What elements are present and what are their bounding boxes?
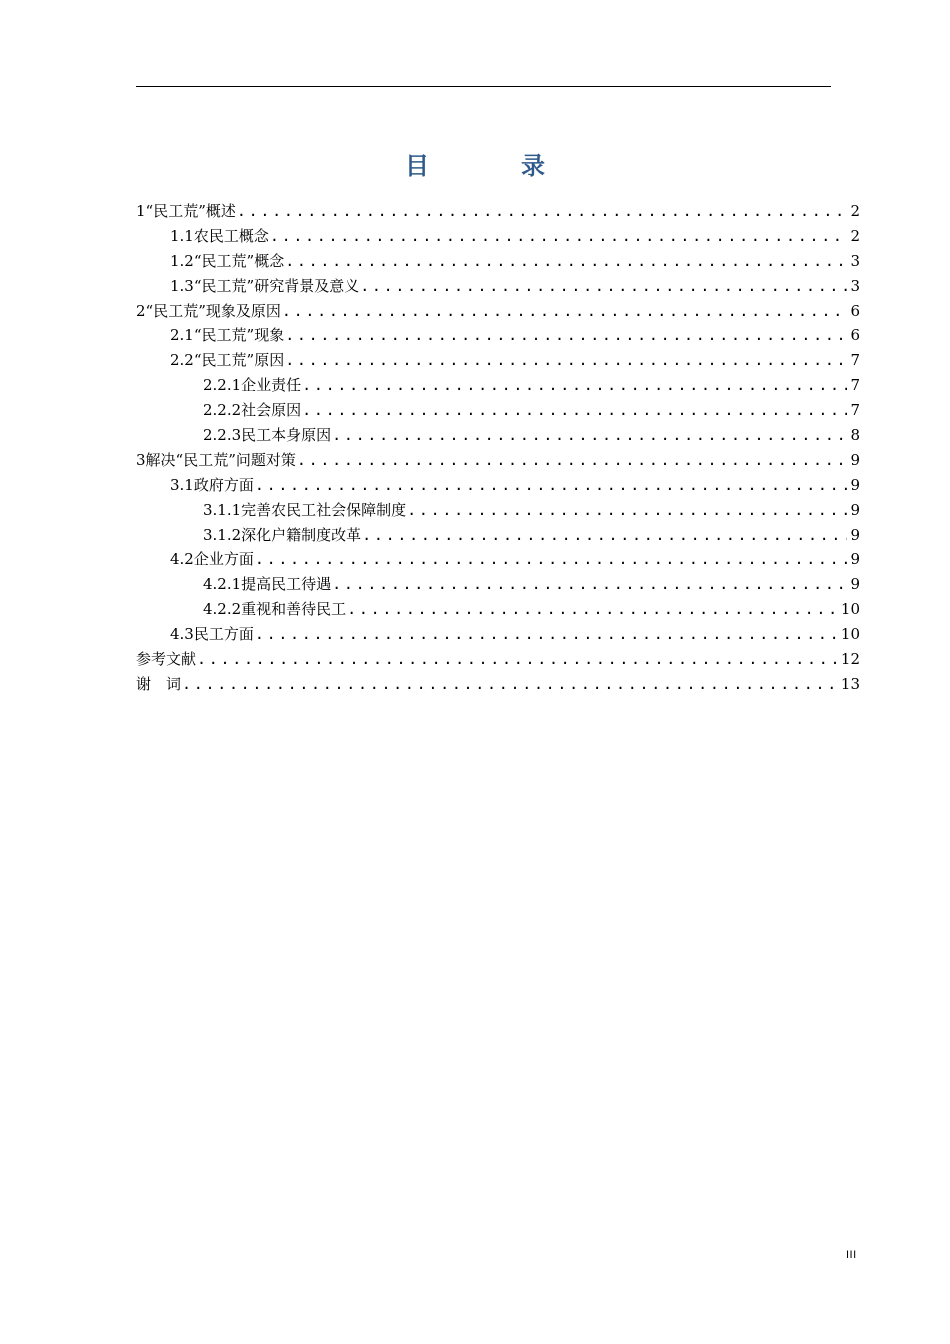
toc-entry-page: 2 [850,226,860,245]
toc-entry[interactable] [136,572,860,597]
toc-entry-label: 4.2.1提高民工待遇 [203,575,332,594]
toc-dot-leader [255,547,848,572]
toc-dot-leader [347,597,838,622]
toc-dot-leader [332,572,847,597]
toc-dot-leader [285,249,847,274]
toc-dot-leader [302,373,847,398]
toc-entry-page: 7 [850,376,860,395]
toc-entry[interactable] [136,547,860,572]
toc-dot-leader [302,398,847,423]
toc-dot-leader [297,448,848,473]
toc-entry-page: 8 [850,426,860,445]
toc-dot-leader [255,473,848,498]
toc-entry[interactable] [136,523,860,548]
toc-dot-leader [407,498,847,523]
toc-entry-label: 谢 词 [136,674,182,693]
toc-entry-page: 7 [850,401,860,420]
toc-entry-label: 4.2.2重视和善待民工 [203,600,347,619]
toc-entry[interactable] [136,224,860,249]
toc-entry-label: 2.2.1企业责任 [203,376,302,395]
page-number: III [846,1249,857,1261]
toc-entry-label: 4.2企业方面 [170,550,254,569]
toc-dot-leader [237,199,848,224]
toc-entry-page: 7 [850,351,860,370]
toc-entry-page: 10 [840,600,860,619]
toc-entry[interactable] [136,348,860,373]
toc-entry-label: 3解决“民工荒”问题对策 [136,450,296,469]
toc-dot-leader [255,622,838,647]
toc-entry-label: 1.1农民工概念 [170,226,269,245]
toc-entry-page: 9 [850,475,860,494]
toc-entry[interactable] [136,299,860,324]
toc-entry-page: 3 [850,251,860,270]
toc-entry-page: 2 [850,202,860,220]
toc-entry-label: 1.3“民工荒”研究背景及意义 [170,276,360,295]
toc-entry-label: 1“民工荒”概述 [136,202,236,220]
toc-entry-label: 1.2“民工荒”概念 [170,251,285,270]
toc-dot-leader [270,224,848,249]
toc-list [136,199,860,697]
toc-entry-page: 3 [850,276,860,295]
toc-title: 目 录 [405,151,579,180]
toc-dot-leader [285,348,847,373]
toc-entry-page: 13 [840,674,860,693]
toc-entry-label: 2.1“民工荒”现象 [170,326,285,345]
toc-entry[interactable] [136,622,860,647]
toc-dot-leader [360,274,847,299]
toc-entry[interactable] [136,423,860,448]
toc-entry-label: 2.2.3民工本身原因 [203,426,332,445]
toc-entry[interactable] [136,323,860,348]
toc-entry-page: 6 [850,301,860,320]
toc-entry-label: 3.1.2深化户籍制度改革 [203,525,362,544]
toc-entry[interactable] [136,199,860,224]
toc-dot-leader [362,523,847,548]
toc-entry-page: 9 [850,575,860,594]
toc-entry[interactable] [136,498,860,523]
toc-dot-leader [182,672,838,697]
toc-dot-leader [197,647,838,672]
toc-entry-label: 3.1.1完善农民工社会保障制度 [203,500,407,519]
toc-entry-page: 10 [840,625,860,644]
toc-entry-page: 12 [840,650,860,669]
header-rule [136,86,831,87]
toc-entry[interactable] [136,249,860,274]
toc-entry-page: 9 [850,550,860,569]
toc-entry[interactable] [136,398,860,423]
toc-entry[interactable] [136,473,860,498]
toc-entry-label: 2.2.2社会原因 [203,401,302,420]
toc-entry[interactable] [136,448,860,473]
toc-dot-leader [332,423,847,448]
toc-entry[interactable] [136,373,860,398]
toc-dot-leader [282,299,848,324]
toc-entry-page: 9 [850,450,860,469]
toc-entry[interactable] [136,274,860,299]
toc-entry[interactable] [136,647,860,672]
toc-dot-leader [285,323,847,348]
toc-entry[interactable] [136,672,860,697]
toc-entry-page: 9 [850,525,860,544]
toc-entry-label: 2.2“民工荒”原因 [170,351,285,370]
toc-entry-label: 2“民工荒”现象及原因 [136,301,281,320]
toc-entry-label: 参考文献 [136,650,197,669]
toc-entry-page: 6 [850,326,860,345]
toc-entry-page: 9 [850,500,860,519]
toc-entry-label: 3.1政府方面 [170,475,254,494]
toc-entry[interactable] [136,597,860,622]
toc-entry-label: 4.3民工方面 [170,625,254,644]
